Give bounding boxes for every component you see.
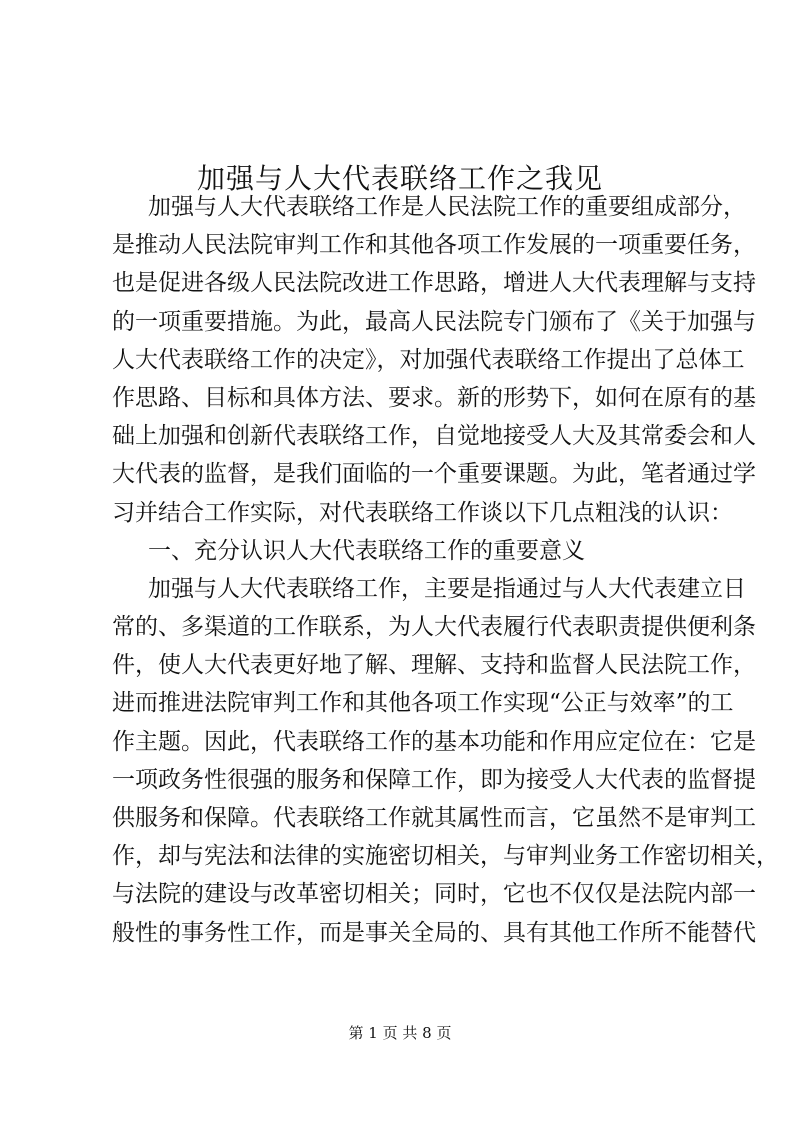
paragraph-1-line-7: 础上加强和创新代表联络工作，自觉地接受人大及其常委会和人 — [112, 423, 756, 450]
paragraph-1-line-4: 的一项重要措施。为此，最高人民法院专门颁布了《关于加强与 — [112, 308, 756, 335]
paragraph-2-line-8: 作，却与宪法和法律的实施密切相关，与审判业务工作密切相关， — [112, 843, 779, 870]
paragraph-1-line-9: 习并结合工作实际，对代表联络工作谈以下几点粗浅的认识： — [112, 499, 733, 526]
paragraph-2-line-7: 供服务和保障。代表联络工作就其属性而言，它虽然不是审判工 — [112, 805, 756, 831]
document-title: 加强与人大代表联络工作之我见 — [196, 161, 603, 195]
paragraph-1-line-8: 大代表的监督，是我们面临的一个重要课题。为此，笔者通过学 — [112, 461, 756, 488]
paragraph-1-line-2: 是推动人民法院审判工作和其他各项工作发展的一项重要任务， — [112, 232, 756, 259]
paragraph-2-line-3: 件，使人大代表更好地了解、理解、支持和监督人民法院工作， — [112, 652, 756, 679]
paragraph-2-line-10: 般性的事务性工作，而是事关全局的、具有其他工作所不能替代 — [112, 919, 756, 946]
paragraph-1-line-3: 也是促进各级人民法院改进工作思路，增进人大代表理解与支持 — [112, 270, 756, 297]
document-body — [112, 188, 779, 952]
paragraph-2-line-1: 加强与人大代表联络工作，主要是指通过与人大代表建立日 — [148, 575, 746, 602]
paragraph-2-line-5: 作主题。因此，代表联络工作的基本功能和作用应定位在：它是 — [112, 728, 756, 755]
paragraph-2-line-6: 一项政务性很强的服务和保障工作，即为接受人大代表的监督提 — [112, 766, 756, 793]
paragraph-1-line-5: 人大代表联络工作的决定》，对加强代表联络工作提出了总体工 — [112, 346, 745, 373]
paragraph-2-line-9: 与法院的建设与改革密切相关；同时，它也不仅仅是法院内部一 — [112, 881, 756, 908]
section-heading: 一、充分认识人大代表联络工作的重要意义 — [148, 537, 585, 564]
paragraph-2-line-4: 进而推进法院审判工作和其他各项工作实现“公正与效率”的工 — [112, 690, 734, 717]
paragraph-2-line-2: 常的、多渠道的工作联系，为人大代表履行代表职责提供便利条 — [112, 614, 756, 641]
paragraph-1-line-1: 加强与人大代表联络工作是人民法院工作的重要组成部分， — [148, 194, 746, 220]
paragraph-1-line-6: 作思路、目标和具体方法、要求。新的形势下，如何在原有的基 — [112, 384, 756, 411]
page-number-footer: 第 1 页 共 8 页 — [348, 1024, 452, 1042]
